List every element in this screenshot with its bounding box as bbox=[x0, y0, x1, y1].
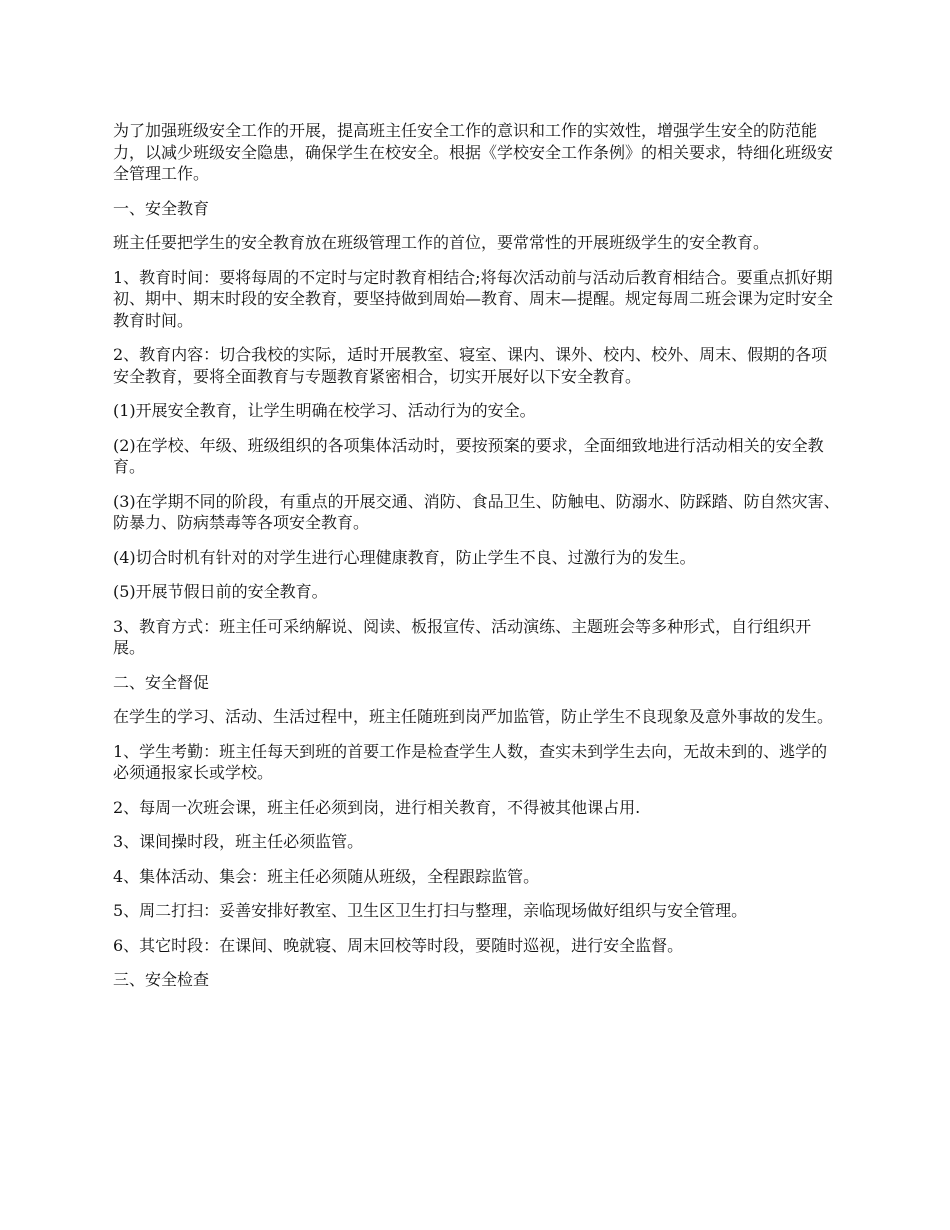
list-item-cleaning: 5、周二打扫：妥善安排好教室、卫生区卫生打扫与整理，亲临现场做好组织与安全管理。 bbox=[113, 901, 748, 920]
list-item-exercise-break: 3、课间操时段，班主任必须监管。 bbox=[113, 832, 364, 851]
list-item-education-method: 3、教育方式：班主任可采纳解说、阅读、板报宣传、活动演练、主题班会等多种形式，自行组织开展。 bbox=[113, 616, 812, 657]
sub-item-1: (1)开展安全教育，让学生明确在校学习、活动行为的安全。 bbox=[113, 401, 536, 420]
intro-paragraph: 为了加强班级安全工作的开展，提高班主任安全工作的意识和工作的实效性，增强学生安全的防范能力，以减少班级安全隐患，确保学生在校安全。根据《学校安全工作条例》的相关要求，特细化班级安全管理工作。 bbox=[113, 121, 834, 183]
list-item-education-time: 1、教育时间：要将每周的不定时与定时教育相结合;将每次活动前与活动后教育相结合。要重点抓好期初、期中、期末时段的安全教育，要坚持做到周始—教育、周末—提醒。规定每周二班会课为定时安全教育时间。 bbox=[113, 267, 834, 330]
document-body bbox=[113, 120, 843, 1004]
sub-item-2: (2)在学校、年级、班级组织的各项集体活动时，要按预案的要求，全面细致地进行活动相关的安全教育。 bbox=[113, 435, 824, 476]
sub-item-5: (5)开展节假日前的安全教育。 bbox=[113, 582, 328, 601]
section-heading-safety-education: 一、安全教育 bbox=[113, 198, 210, 218]
list-item-other-times: 6、其它时段：在课间、晚就寝、周末回校等时段，要随时巡视，进行安全监督。 bbox=[113, 935, 684, 955]
section-intro-paragraph: 在学生的学习、活动、生活过程中，班主任随班到岗严加监管，防止学生不良现象及意外事故的发生。 bbox=[113, 707, 834, 726]
section-heading-safety-inspection: 三、安全检查 bbox=[113, 970, 210, 989]
list-item-attendance: 1、学生考勤：班主任每天到班的首要工作是检查学生人数，查实未到学生去向，无故未到的、逃学的必须通报家长或学校。 bbox=[113, 741, 828, 782]
sub-item-4: (4)切合时机有针对的对学生进行心理健康教育，防止学生不良、过激行为的发生。 bbox=[113, 547, 696, 567]
sub-item-3: (3)在学期不同的阶段，有重点的开展交通、消防、食品卫生、防触电、防溺水、防踩踏、防自然灾害、防暴力、防病禁毒等各项安全教育。 bbox=[113, 491, 840, 532]
section-heading-safety-supervision: 二、安全督促 bbox=[113, 672, 210, 692]
list-item-group-activity: 4、集体活动、集会：班主任必须随从班级，全程跟踪监管。 bbox=[113, 866, 540, 886]
list-item-class-meeting: 2、每周一次班会课，班主任必须到岗，进行相关教育，不得被其他课占用. bbox=[113, 797, 641, 817]
list-item-education-content: 2、教育内容：切合我校的实际，适时开展教室、寝室、课内、课外、校内、校外、周末、假期的各项安全教育，要将全面教育与专题教育紧密相合，切实开展好以下安全教育。 bbox=[113, 345, 828, 386]
section-intro-paragraph: 班主任要把学生的安全教育放在班级管理工作的首位，要常常性的开展班级学生的安全教育。 bbox=[113, 233, 770, 252]
